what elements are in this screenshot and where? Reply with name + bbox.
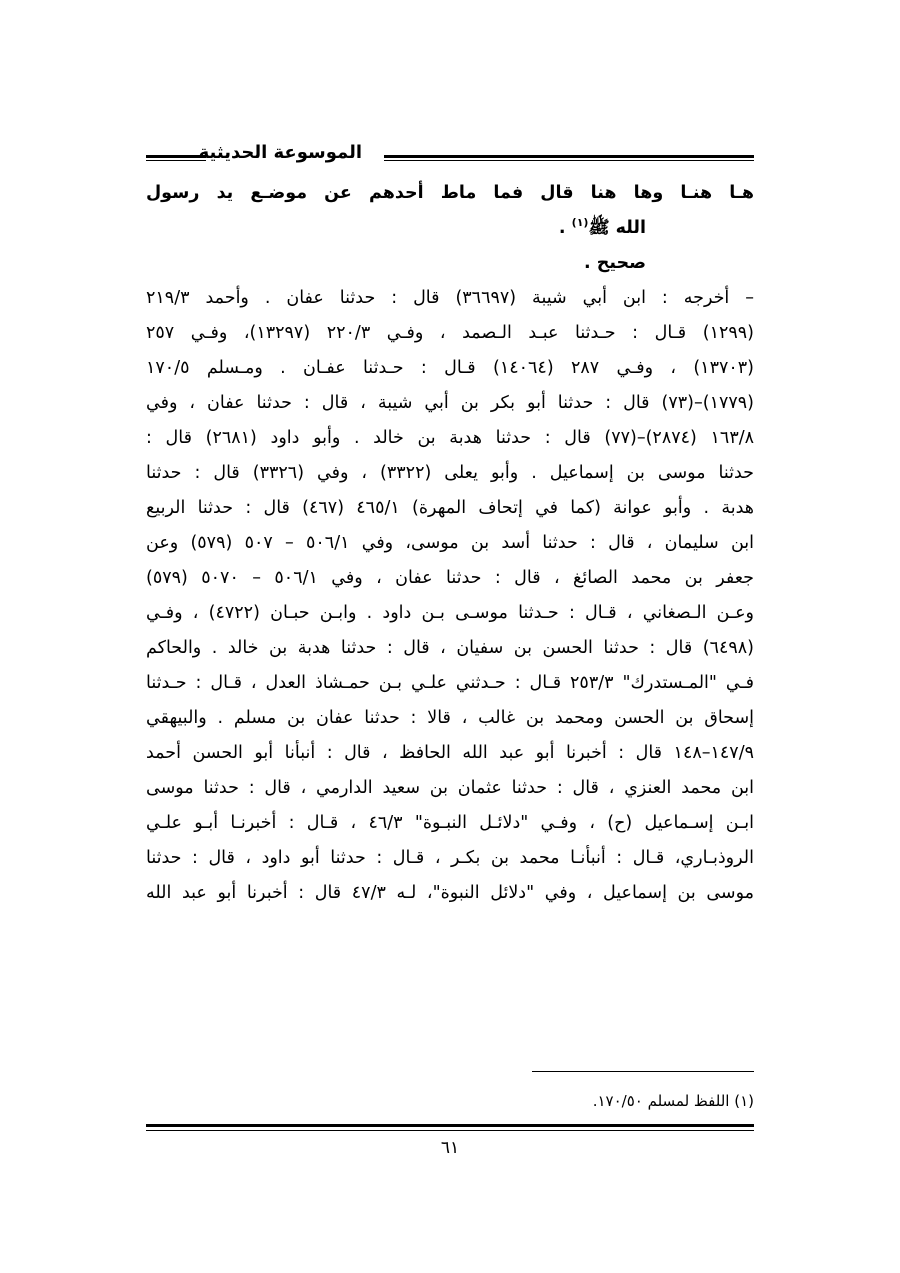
takhrij-line: – أخرجه : ابن أبي شيبة (٣٦٦٩٧) قال : حدثنا عفان . وأحمد ٢١٩/٣ <box>146 288 754 308</box>
hadith-grade: صحيح . <box>583 253 646 273</box>
header-rule-right <box>384 155 754 161</box>
takhrij-line: (١٧٧٩)–(٧٣) قال : حدثنا أبو بكر بن أبي شيبة ، قال : حدثنا عفان ، وفي <box>146 393 754 413</box>
body-text <box>146 176 754 911</box>
footnote-separator <box>532 1071 754 1072</box>
footnote-reference: (١) <box>571 216 589 230</box>
running-header <box>146 140 754 170</box>
takhrij-line: ابن محمد العنزي ، قال : حدثنا عثمان بن سعيد الدارمي ، قال : حدثنا موسى <box>146 778 754 798</box>
hadith-text-segment: الله ﷺ <box>588 218 646 238</box>
takhrij-line: الروذبـاري، قـال : أنبأنـا محمد بن بكـر ، قـال : حدثنا أبو داود ، قال : حدثنا <box>146 848 754 868</box>
takhrij-line: (١٣٧٠٣) ، وفـي ٢٨٧ (١٤٠٦٤) قـال : حـدثنا عفـان . ومـسلم ١٧٠/٥ <box>146 358 754 378</box>
hadith-text-line: هـا هنـا وها هنا قال فما ماط أحدهم عن موضـع يد رسول <box>146 183 754 203</box>
takhrij-line: ابـن إسـماعيل (ح) ، وفـي "دلائـل النبـوة" ٤٦/٣ ، قـال : أخبرنـا أبـو علـي <box>146 813 754 833</box>
header-rule-left <box>146 155 206 161</box>
takhrij-line: (٦٤٩٨) قال : حدثنا الحسن بن سفيان ، قال : حدثنا هدبة بن خالد . والحاكم <box>146 638 754 658</box>
takhrij-line: فـي "المـستدرك" ٢٥٣/٣ قـال : حـدثني علـي بـن حمـشاذ العدل ، قـال : حـدثنا <box>146 673 754 693</box>
takhrij-line: ١٦٣/٨ (٢٨٧٤)–(٧٧) قال : حدثنا هدبة بن خالد . وأبو داود (٢٦٨١) قال : <box>146 428 755 448</box>
takhrij-line: ١٤٧/٩–١٤٨ قال : أخبرنا أبو عبد الله الحافظ ، قال : أنبأنا أبو الحسن أحمد <box>146 743 754 763</box>
hadith-text-terminator: . <box>558 218 572 238</box>
header-title: الموسوعة الحديثية <box>191 142 370 163</box>
takhrij-line: جعفر بن محمد الصائغ ، قال : حدثنا عفان ، وفي ٥٠٦/١ – ٥٠٧٠ (٥٧٩) <box>146 568 754 588</box>
footer-rule-thin <box>146 1130 754 1131</box>
takhrij-line: موسى بن إسماعيل ، وفي "دلائل النبوة"، لـه ٤٧/٣ قال : أخبرنا أبو عبد الله <box>146 883 754 903</box>
takhrij-line: ابن سليمان ، قال : حدثنا أسد بن موسى، وفي ٥٠٦/١ – ٥٠٧ (٥٧٩) وعن <box>146 533 755 553</box>
takhrij-line: إسحاق بن الحسن ومحمد بن غالب ، قالا : حدثنا عفان بن مسلم . والبيهقي <box>146 708 754 728</box>
footnote: (١) اللفظ لمسلم ١٧٠/٥٠. <box>592 1092 754 1110</box>
takhrij-line: وعـن الـصغاني ، قـال : حـدثنا موسـى بـن داود . وابـن حبـان (٤٧٢٢) ، وفـي <box>146 603 754 623</box>
hadith-text-line-end <box>146 211 754 246</box>
page-number: ٦١ <box>440 1138 460 1158</box>
takhrij-line: حدثنا موسى بن إسماعيل . وأبو يعلى (٣٣٢٢) ، وفي (٣٣٢٦) قال : حدثنا <box>146 463 754 483</box>
takhrij-line: (١٢٩٩) قـال : حـدثنا عبـد الـصمد ، وفـي ٢٢٠/٣ (١٣٢٩٧)، وفـي ٢٥٧ <box>146 323 754 343</box>
footer-rule <box>146 1124 754 1131</box>
takhrij-line: هدبة . وأبو عوانة (كما في إتحاف المهرة) ٤٦٥/١ (٤٦٧) قال : حدثنا الربيع <box>146 498 754 518</box>
